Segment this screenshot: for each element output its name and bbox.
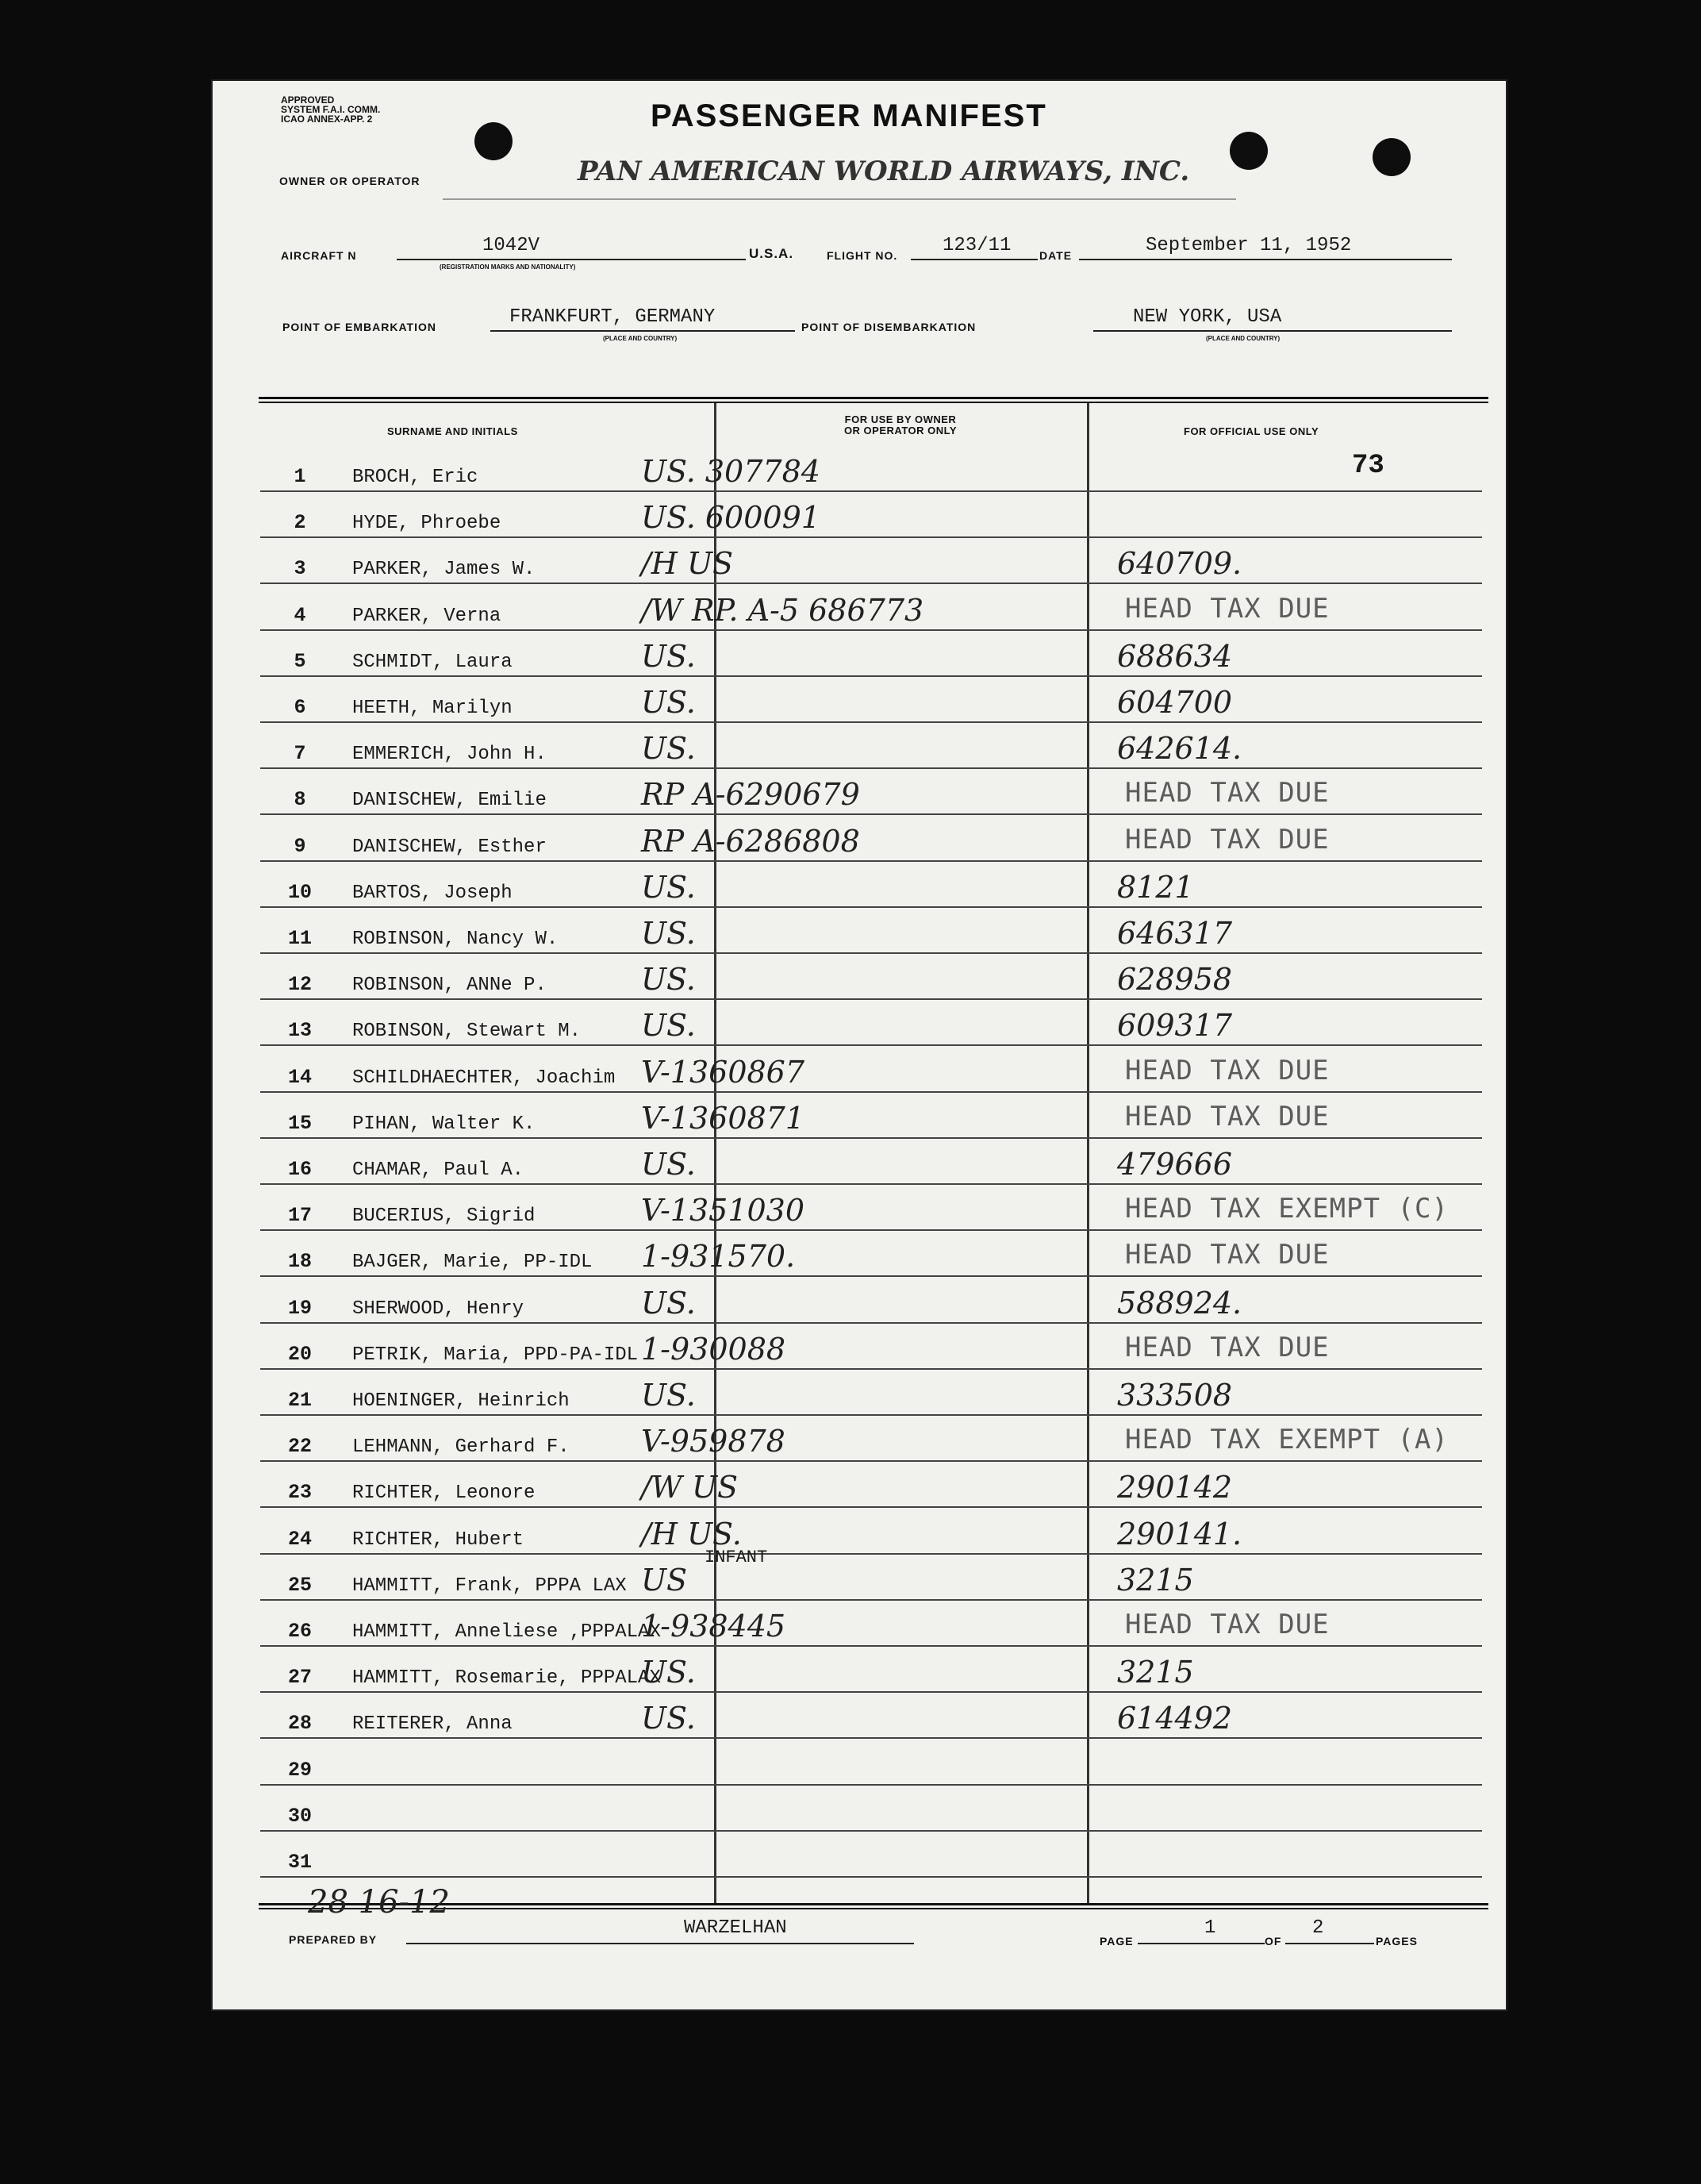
- official-entry: 688634: [1117, 638, 1233, 674]
- row-number: 22: [287, 1435, 312, 1459]
- row-divider: [260, 860, 1482, 862]
- row-divider: [260, 1599, 1482, 1601]
- row-number: 26: [287, 1620, 312, 1643]
- manifest-sheet: [213, 81, 1506, 2009]
- col-header-owner-line2: OR OPERATOR ONLY: [843, 425, 958, 436]
- punch-hole-2: [1230, 132, 1268, 170]
- passenger-name: ROBINSON, ANNe P.: [352, 975, 547, 997]
- owner-entry: US.: [641, 685, 696, 720]
- passenger-name: PARKER, James W.: [352, 559, 536, 581]
- row-divider: [260, 1506, 1482, 1508]
- row-divider: [260, 490, 1482, 492]
- owner-entry: US. 600091: [641, 500, 820, 536]
- approval-block: [281, 95, 380, 124]
- row-number: 14: [287, 1065, 312, 1089]
- disembark-place: NEW YORK, USA: [1133, 306, 1282, 328]
- owner-entry: US.: [641, 1008, 696, 1044]
- owner-entry: US.: [641, 1147, 696, 1182]
- row-number: 29: [287, 1758, 312, 1782]
- official-entry: 646317: [1117, 916, 1233, 951]
- official-entry: 290142: [1117, 1470, 1233, 1505]
- passenger-name: PIHAN, Walter K.: [352, 1113, 536, 1135]
- owner-entry: V-1360867: [641, 1054, 805, 1090]
- passenger-name: SCHILDHAECHTER, Joachim: [352, 1067, 616, 1089]
- row-divider: [260, 1830, 1482, 1832]
- owner-entry: V-959878: [641, 1424, 785, 1459]
- col-header-official: FOR OFFICIAL USE ONLY: [1184, 425, 1319, 437]
- row-divider: [260, 813, 1482, 815]
- row-divider: [260, 1368, 1482, 1370]
- row-number: 30: [287, 1804, 312, 1828]
- row-divider: [260, 536, 1482, 538]
- official-entry: 333508: [1117, 1378, 1233, 1413]
- passenger-name: BROCH, Eric: [352, 467, 478, 488]
- passenger-name: HEETH, Marilyn: [352, 698, 513, 719]
- row-number: 12: [287, 973, 312, 997]
- page-label: PAGE: [1100, 1935, 1134, 1948]
- row-divider: [260, 1414, 1482, 1416]
- official-entry: 290141.: [1117, 1516, 1242, 1551]
- owner-entry: 1-931570.: [641, 1239, 796, 1275]
- infant-note: INFANT: [705, 1548, 768, 1567]
- row-number: 31: [287, 1851, 312, 1874]
- official-entry: 604700: [1117, 685, 1233, 720]
- aircraft-label: AIRCRAFT N: [281, 249, 357, 262]
- row-number: 1: [294, 465, 306, 488]
- approval-line: APPROVED: [281, 94, 335, 106]
- official-entry: HEAD TAX DUE: [1125, 592, 1330, 625]
- passenger-name: ROBINSON, Nancy W.: [352, 929, 559, 950]
- row-divider: [260, 629, 1482, 631]
- row-number: 17: [287, 1204, 312, 1228]
- date-label: DATE: [1039, 249, 1073, 262]
- passenger-name: DANISCHEW, Emilie: [352, 790, 547, 812]
- row-divider: [260, 1784, 1482, 1786]
- owner-entry: US.: [641, 638, 696, 674]
- official-entry: HEAD TAX DUE: [1125, 823, 1330, 856]
- passenger-name: HAMMITT, Rosemarie, PPPALAX: [352, 1667, 661, 1690]
- passenger-name: RICHTER, Leonore: [352, 1482, 536, 1505]
- owner-label: OWNER OR OPERATOR: [279, 175, 420, 187]
- owner-entry: US: [641, 1562, 688, 1598]
- row-number: 7: [294, 742, 306, 766]
- row-number: 23: [287, 1481, 312, 1505]
- owner-entry: /W US: [641, 1470, 738, 1505]
- row-divider: [260, 1183, 1482, 1185]
- owner-entry: V-1351030: [641, 1193, 805, 1228]
- official-entry: HEAD TAX EXEMPT (A): [1125, 1424, 1449, 1456]
- row-number: 20: [287, 1342, 312, 1366]
- official-entry: HEAD TAX DUE: [1125, 1239, 1330, 1271]
- row-number: 6: [294, 696, 306, 719]
- row-divider: [260, 675, 1482, 677]
- row-divider: [260, 1460, 1482, 1462]
- row-divider: [260, 998, 1482, 1000]
- col-header-owner-line1: FOR USE BY OWNER: [844, 413, 957, 425]
- embark-label: POINT OF EMBARKATION: [282, 321, 436, 333]
- official-entry: 614492: [1117, 1701, 1233, 1736]
- row-number: 9: [294, 834, 306, 858]
- handwritten-note: 28 16-12: [308, 1884, 450, 1921]
- row-number: 19: [287, 1296, 312, 1320]
- passenger-name: SHERWOOD, Henry: [352, 1298, 524, 1320]
- passenger-name: HOENINGER, Heinrich: [352, 1390, 570, 1412]
- owner-entry: 1-930088: [641, 1331, 786, 1367]
- official-entry: 628958: [1117, 962, 1233, 998]
- owner-entry: US.: [641, 1285, 696, 1321]
- row-divider: [260, 1691, 1482, 1693]
- official-entry: 8121: [1117, 869, 1194, 905]
- row-divider: [260, 767, 1482, 769]
- of-label: OF: [1265, 1935, 1282, 1948]
- owner-entry: US. 307784: [641, 454, 820, 489]
- passenger-name: HAMMITT, Frank, PPPA LAX: [352, 1575, 627, 1597]
- row-number: 10: [287, 880, 312, 904]
- owner-entry: /H US: [641, 546, 734, 582]
- aircraft-sublabel: (REGISTRATION MARKS AND NATIONALITY): [440, 263, 576, 271]
- official-entry: HEAD TAX DUE: [1125, 1609, 1330, 1640]
- flight-label: FLIGHT NO.: [827, 249, 898, 262]
- punch-hole-1: [474, 122, 513, 160]
- row-number: 4: [294, 603, 306, 627]
- row-divider: [260, 1137, 1482, 1139]
- embark-place: FRANKFURT, GERMANY: [509, 306, 716, 328]
- row-divider: [260, 583, 1482, 584]
- official-entry: HEAD TAX DUE: [1125, 1331, 1330, 1363]
- passenger-name: ROBINSON, Stewart M.: [352, 1021, 582, 1043]
- owner-entry: US.: [641, 1378, 696, 1413]
- owner-entry: US.: [641, 1655, 696, 1690]
- passenger-name: BUCERIUS, Sigrid: [352, 1205, 536, 1228]
- flight-number: 123/11: [943, 235, 1012, 256]
- prepared-by: WARZELHAN: [684, 1917, 787, 1939]
- owner-entry: US.: [641, 1701, 696, 1736]
- passenger-name: HAMMITT, Anneliese ,PPPALAX: [352, 1621, 661, 1643]
- approval-line: SYSTEM F.A.I. COMM.: [281, 104, 381, 115]
- passenger-name: BARTOS, Joseph: [352, 882, 513, 904]
- official-entry: 640709.: [1117, 546, 1242, 582]
- official-entry: 609317: [1117, 1008, 1233, 1044]
- row-divider: [260, 721, 1482, 723]
- passenger-name: RICHTER, Hubert: [352, 1528, 524, 1551]
- flight-date: September 11, 1952: [1146, 235, 1352, 256]
- row-number: 2: [294, 511, 306, 535]
- row-divider: [260, 1553, 1482, 1555]
- row-number: 27: [287, 1666, 312, 1690]
- official-entry: 642614.: [1117, 731, 1242, 767]
- row-divider: [260, 1322, 1482, 1324]
- passenger-name: BAJGER, Marie, PP-IDL: [352, 1252, 593, 1274]
- row-divider: [260, 1229, 1482, 1231]
- row-number: 11: [287, 927, 312, 950]
- owner-entry: V-1360871: [641, 1100, 805, 1136]
- pages-label: PAGES: [1376, 1935, 1418, 1948]
- col-header-name: SURNAME AND INITIALS: [387, 425, 518, 437]
- passenger-name: HYDE, Phroebe: [352, 513, 501, 535]
- aircraft-number: 1042V: [482, 235, 540, 256]
- row-number: 15: [287, 1111, 312, 1135]
- page-number: 1: [1204, 1917, 1216, 1939]
- punch-hole-3: [1373, 138, 1411, 176]
- passenger-name: CHAMAR, Paul A.: [352, 1159, 524, 1181]
- row-divider: [260, 1737, 1482, 1739]
- owner-entry: US.: [641, 869, 696, 905]
- official-entry: HEAD TAX DUE: [1125, 777, 1330, 809]
- owner-entry: RP A-6286808: [641, 823, 860, 859]
- row-number: 16: [287, 1158, 312, 1181]
- owner-entry: US.: [641, 962, 696, 998]
- row-divider: [260, 1645, 1482, 1647]
- row-divider: [260, 1275, 1482, 1277]
- row-divider: [260, 906, 1482, 908]
- row-number: 18: [287, 1250, 312, 1274]
- passenger-name: PETRIK, Maria, PPD-PA-IDL: [352, 1344, 639, 1366]
- owner-entry: RP A-6290679: [641, 777, 860, 813]
- official-entry: 3215: [1117, 1655, 1194, 1690]
- official-entry: HEAD TAX DUE: [1125, 1100, 1330, 1132]
- row-divider: [260, 1044, 1482, 1046]
- row-number: 25: [287, 1573, 312, 1597]
- passenger-name: REITERER, Anna: [352, 1713, 513, 1736]
- owner-entry: 1-938445: [641, 1609, 786, 1644]
- embark-sublabel: (PLACE AND COUNTRY): [603, 335, 678, 342]
- passenger-name: EMMERICH, John H.: [352, 744, 547, 766]
- row-divider: [260, 1091, 1482, 1093]
- row-number: 8: [294, 788, 306, 812]
- operator-name: PAN AMERICAN WORLD AIRWAYS, INC.: [578, 156, 1190, 187]
- official-entry: HEAD TAX EXEMPT (C): [1125, 1193, 1449, 1225]
- row-number: 5: [294, 649, 306, 673]
- official-entry: 479666: [1117, 1147, 1233, 1182]
- passenger-name: LEHMANN, Gerhard F.: [352, 1436, 570, 1459]
- page-title: PASSENGER MANIFEST: [651, 98, 1047, 133]
- owner-entry: US.: [641, 916, 696, 951]
- approval-line: ICAO ANNEX-APP. 2: [281, 113, 373, 125]
- official-total: 73: [1352, 451, 1384, 481]
- official-entry: HEAD TAX DUE: [1125, 1054, 1330, 1086]
- row-number: 24: [287, 1527, 312, 1551]
- disembark-sublabel: (PLACE AND COUNTRY): [1206, 335, 1281, 342]
- passenger-name: SCHMIDT, Laura: [352, 651, 513, 673]
- disembark-label: POINT OF DISEMBARKATION: [801, 321, 977, 333]
- official-entry: 588924.: [1117, 1285, 1242, 1321]
- owner-entry: US.: [641, 731, 696, 767]
- row-divider: [260, 952, 1482, 954]
- row-divider: [260, 1876, 1482, 1878]
- passenger-name: PARKER, Verna: [352, 605, 501, 627]
- prepared-label: PREPARED BY: [289, 1933, 378, 1946]
- country: U.S.A.: [749, 246, 794, 261]
- row-number: 21: [287, 1389, 312, 1412]
- owner-entry: /H US.: [641, 1516, 742, 1551]
- total-pages: 2: [1312, 1917, 1324, 1939]
- col-header-owner: [714, 414, 1087, 436]
- row-number: 28: [287, 1712, 312, 1736]
- row-number: 13: [287, 1019, 312, 1043]
- passenger-name: DANISCHEW, Esther: [352, 836, 547, 858]
- row-number: 3: [294, 557, 306, 581]
- owner-entry: /W RP. A-5 686773: [641, 592, 924, 628]
- official-entry: 3215: [1117, 1562, 1194, 1598]
